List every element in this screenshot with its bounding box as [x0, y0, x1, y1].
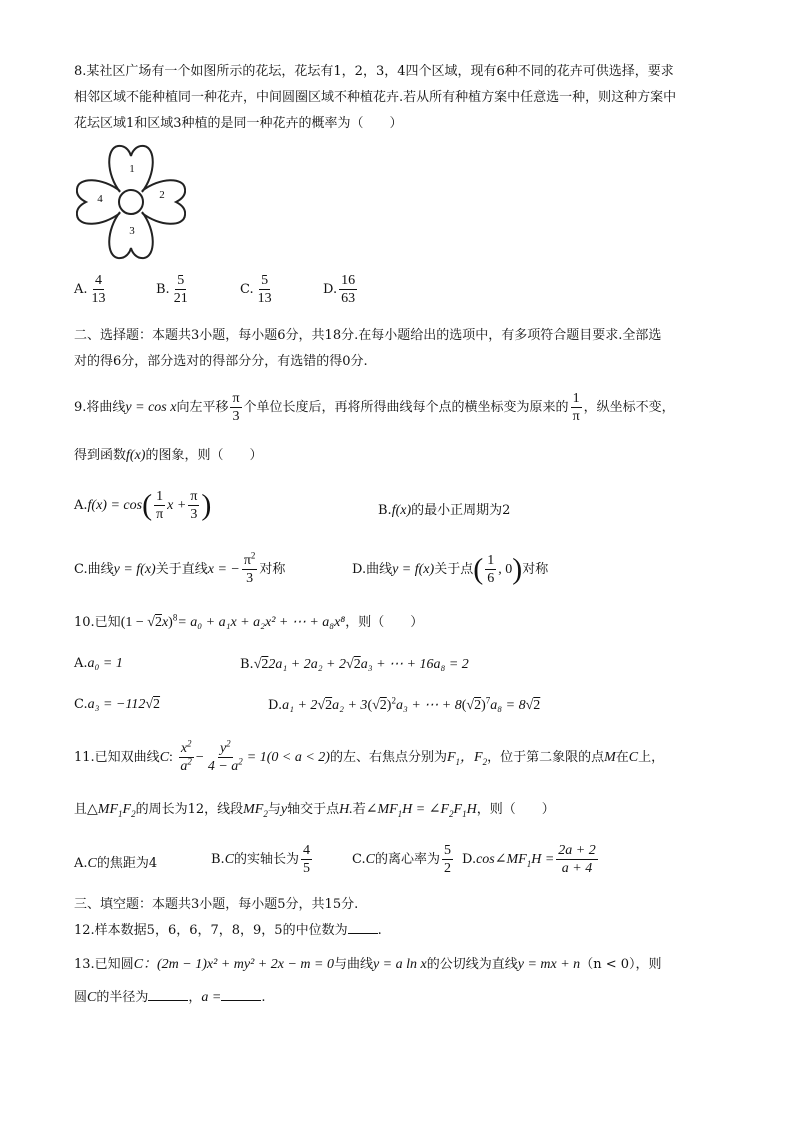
q8-option-b[interactable]: B. $\frac{5}{21}$ — [156, 273, 188, 306]
q12-line: 12.样本数据5，6，6，7，8，9，5的中位数为 . — [74, 923, 382, 938]
q12-answer-blank[interactable] — [348, 921, 378, 934]
q9-line-1: 9.将曲线y = cos x向左平移 $\frac{\pi}{3}$ 个单位长度后，再将所得曲线每个点的横坐标变为原来的 $\frac{1}{\pi}$ ，纵坐标不变， — [74, 391, 675, 424]
q11-option-d[interactable]: $D.\cos\angle MF_1H$ = $\frac{2a + 2}{a + 4}$ — [462, 843, 596, 876]
region-label-1: 1 — [129, 163, 135, 175]
q8-line-1: 8.某社区广场有一个如图所示的花坛，花坛有1，2，3，4四个区域，现有6种不同的花卉可供选择，要求 — [74, 64, 674, 79]
q11-option-a[interactable]: A.C的焦距为4 — [74, 856, 158, 871]
q13-a-blank[interactable] — [221, 988, 261, 1001]
q8-line-3: 花坛区域1和区域3种植的是同一种花卉的概率为（ ） — [74, 116, 403, 131]
q9-option-b[interactable]: B.f(x)的最小正周期为2 — [378, 503, 511, 518]
region-label-3: 3 — [129, 225, 135, 237]
q9-option-a[interactable]: A.f(x) = cos( $\frac{1}{\pi}$ x + $\frac{\pi}{3}$ ) — [74, 488, 212, 522]
section-2-heading-1: 二、选择题：本题共3小题，每小题6分，共18分.在每小题给出的选项中，有多项符合题目要求.全部选 — [74, 328, 662, 343]
q8-option-d[interactable]: D. $\frac{16}{63}$ — [323, 273, 356, 306]
q10-option-d[interactable]: $D.a_1 + 2√2a_2 + 3(√2)^2a_3$ + ⋯ + $8(√2)^7a_8 = 8√2$ — [268, 695, 541, 713]
q11-line-2: 且$\triangle MF_1F_2$的周长为12，线段$MF_2$与y轴交于点H.若$\angle MF_1H$ = $\angle F_2F_1H$，则（ ） — [74, 802, 555, 819]
q9-option-c[interactable]: C.曲线y = f(x)关于直线x = − $\frac{\pi^2}{3}$ 对称 — [74, 550, 286, 586]
q11-option-c[interactable]: C.C的离心率为 $\frac{5}{2}$ — [352, 843, 451, 876]
flower-bed-diagram — [76, 144, 186, 260]
center-circle — [119, 190, 143, 214]
section-2-heading-2: 对的得6分，部分选对的得部分分，有选错的得0分. — [74, 354, 368, 369]
q11-line-1: 11.已知双曲线C: $\frac{x^2}{a^2}$ − $\frac{y^2}{4 - a^2}$ = 1(0 < a < 2)的左、右焦点分别为$F_1$，$F_2$，位于第二象限的点M在C上， — [74, 738, 665, 774]
q13-line-1: 13.已知圆C：(2m − 1)x² + my² + 2x − m = 0与曲线y = a ln x的公切线为直线y = mx + n（n < 0），则 — [74, 957, 662, 972]
q10-option-c[interactable]: C.a₃ = −112√2 — [74, 697, 161, 712]
q13-radius-blank[interactable] — [148, 988, 188, 1001]
q10-line-1: 10.已知$(1 - √2x)^8= a_0 + a_1x + a_2x^2$ + ⋯ + a₈x⁸，则（ ） — [74, 612, 424, 630]
q13-line-2: 圆C的半径为 ，a = . — [74, 990, 266, 1005]
q8-option-c[interactable]: C. $\frac{5}{13}$ — [240, 273, 272, 306]
section-3-heading: 三、填空题：本题共3小题，每小题5分，共15分. — [74, 897, 359, 912]
region-label-2: 2 — [159, 189, 165, 201]
q10-option-a[interactable]: A.a₀ = 1 — [74, 656, 123, 671]
q8-line-2: 相邻区域不能种植同一种花卉，中间圆圈区域不种植花卉.若从所有种植方案中任意选一种，则这种方案中 — [74, 90, 677, 105]
q9-option-d[interactable]: D.曲线y = f(x)关于点( $\frac{1}{6}$ , 0)对称 — [352, 552, 549, 586]
q9-line-2: 得到函数f(x)的图象，则（ ） — [74, 448, 263, 463]
petal-2 — [142, 180, 185, 224]
q11-option-b[interactable]: B.C的实轴长为 $\frac{4}{5}$ — [211, 843, 311, 876]
q10-option-b[interactable]: B.√22a₁ + 2a₂ + 2√2a₃ + ⋯ + 16a₈ = 2 — [240, 657, 469, 672]
q8-option-a[interactable]: A. $\frac{4}{13}$ — [74, 273, 106, 306]
region-label-4: 4 — [97, 193, 103, 205]
